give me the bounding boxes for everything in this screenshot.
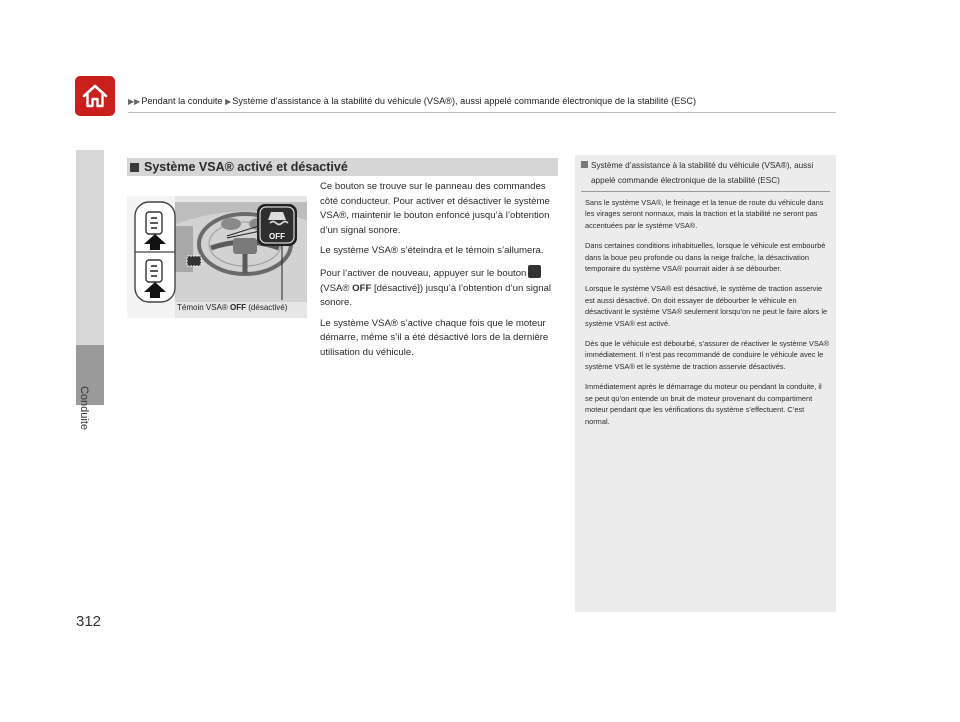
main-body — [320, 180, 560, 367]
sidebar-label: Conduite — [78, 385, 90, 431]
body-paragraph: Le système VSA® s’active chaque fois que le moteur démarre, même s’il a été désactivé lors de la dernière utilisation du véhicule. — [320, 317, 549, 358]
dashboard-drawing — [127, 196, 307, 318]
breadcrumb-item-1[interactable]: Pendant la conduite — [141, 96, 223, 106]
note-paragraph: Dans certaines conditions inhabituelles, lorsque le véhicule est embourbé dans la boue peu profonde ou dans la neige fraîche, la désactivation temporaire du système VSA® pourrait aider à se débourber. — [585, 241, 826, 274]
vsa-button-icon — [528, 265, 541, 278]
section-title: Système VSA® activé et désactivé — [144, 160, 348, 174]
dashboard-illustration — [127, 196, 307, 318]
note-paragraph: Sans le système VSA®, le freinage et la tenue de route du véhicule dans les virages seront normaux, mais la traction et la stabilité ne seront pas accentuées par le système VSA®. — [585, 198, 824, 230]
note-paragraph: Immédiatement après le démarrage du moteur ou pendant la conduite, il se peut qu’on entende un bruit de moteur provenant du compartiment moteur pendant que les vérifications du système s’effectuent. C’est normal. — [585, 382, 822, 426]
note-paragraph: Lorsque le système VSA® est désactivé, le système de traction asservie est aussi désactivé. On doit essayer de débourber le véhicule en désactivant le système VSA® seulement lorsqu’on ne peut le faire alors le système VSA® est activé. — [585, 284, 828, 328]
illustration-caption: Témoin VSA® OFF (désactivé) — [177, 303, 288, 312]
body-paragraph: Le système VSA® s’éteindra et le témoin s’allumera. — [320, 245, 544, 257]
breadcrumb-arrow-icon: ▶▶ — [128, 97, 141, 106]
note-paragraph: Dès que le véhicule est débourbé, s’assurer de réactiver le système VSA® immédiatement. Il n’est pas recommandé de conduire le véhicule avec le système VSA® et le système de traction asservie désactivés. — [585, 339, 830, 371]
breadcrumb-arrow-icon: ▶ — [225, 97, 232, 106]
section-square-icon — [130, 163, 139, 172]
vsa-off-indicator-text: OFF — [269, 232, 285, 241]
body-paragraph: Ce bouton se trouve sur le panneau des commandes côté conducteur. Pour activer et désactiver le système VSA®, maintenir le bouton enfoncé jusqu’à l’obtention d’un signal sonore. — [320, 181, 550, 236]
note-title: Système d’assistance à la stabilité du véhicule (VSA®), aussi appelé commande électronique de la stabilité (ESC) — [581, 158, 830, 188]
note-panel — [575, 155, 836, 612]
home-button[interactable] — [75, 76, 115, 116]
note-marker-icon — [581, 161, 588, 168]
sidebar-tab-inactive[interactable] — [76, 150, 104, 345]
body-paragraph: Pour l’activer de nouveau, appuyer sur le bouton (VSA® OFF [désactivé]) jusqu’à l’obtention d’un signal sonore. — [320, 265, 560, 311]
home-icon — [81, 83, 109, 109]
section-header — [127, 158, 558, 176]
breadcrumb — [128, 96, 696, 106]
note-divider — [581, 191, 830, 192]
breadcrumb-item-2[interactable]: Système d’assistance à la stabilité du véhicule (VSA®), aussi appelé commande électronique de la stabilité (ESC) — [232, 96, 697, 106]
page-number: 312 — [76, 613, 102, 630]
header-divider — [128, 112, 836, 113]
